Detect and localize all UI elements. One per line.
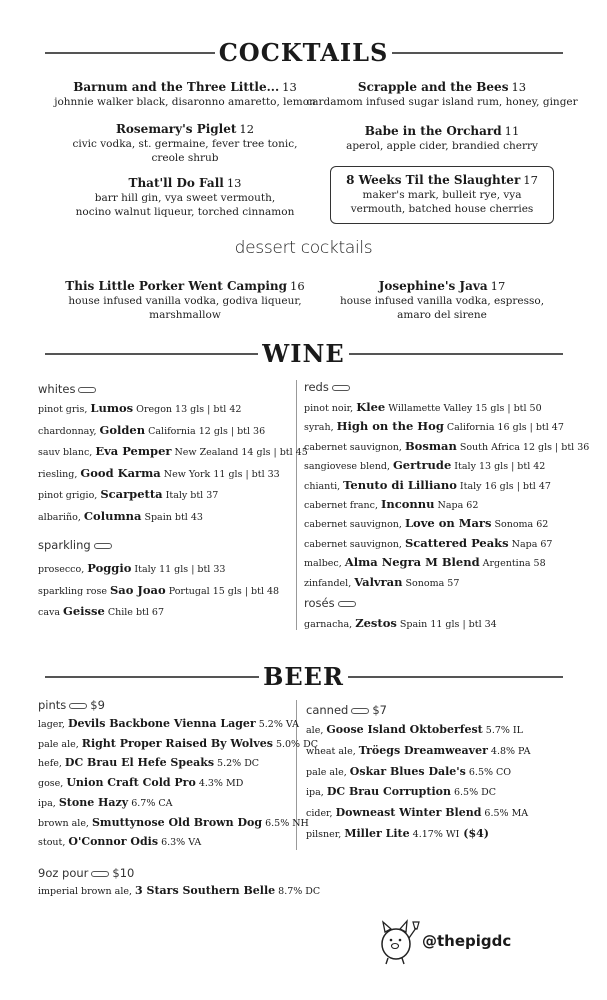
beer-detail: 5.2% VA (255, 719, 299, 730)
wine-row (304, 498, 478, 512)
beer-row (306, 765, 511, 779)
wine-name: Lumos (90, 401, 134, 415)
wine-varietal: riesling, (38, 468, 81, 480)
beer-row (306, 806, 528, 820)
cocktail-desc: marshmallow (149, 309, 221, 321)
cocktail-price: 17 (490, 279, 506, 293)
wine-row (304, 576, 459, 590)
beer-row (38, 756, 259, 770)
beer-detail: 4.3% MD (195, 778, 244, 790)
canned-label: canned $7 (306, 703, 387, 717)
cocktail-item (297, 80, 587, 109)
wine-detail: Spain btl 43 (141, 511, 203, 523)
beer-style: ipa, (38, 797, 59, 809)
wine-detail: Italy 13 gls | btl 42 (451, 461, 546, 473)
wine-name: Love on Mars (404, 516, 492, 531)
section-title: COCKTAILS (215, 38, 393, 67)
dessert-cocktail-item (297, 279, 587, 322)
social-handle: @thepigdc (422, 932, 512, 950)
reds-label: reds (304, 380, 350, 394)
beer-name: Downeast Winter Blend (335, 806, 482, 820)
beer-row (38, 737, 318, 751)
wine-row (38, 488, 218, 502)
wine-varietal: malbec, (304, 558, 345, 570)
beer-style: hefe, (38, 758, 65, 770)
cocktail-item (297, 124, 587, 153)
roses-label: rosés (304, 596, 356, 610)
dessert-cocktails-title: dessert cocktails (234, 238, 373, 258)
wine-name: Poggio (87, 561, 132, 575)
cocktail-price: 13 (282, 80, 297, 94)
wine-detail: Italy btl 37 (162, 490, 219, 501)
wine-name: Scattered Peaks (404, 535, 509, 550)
cocktail-price: 12 (239, 122, 255, 136)
beer-name: Right Proper Raised By Wolves (81, 736, 273, 750)
cocktail-name: Josephine's Java (378, 279, 488, 293)
cocktail-price: 13 (511, 80, 527, 94)
beer-row (38, 776, 243, 790)
wine-varietal: cabernet sauvignon, (304, 519, 405, 531)
wine-row (38, 467, 280, 481)
beer-name: Miller Lite (344, 827, 410, 840)
beer-detail: 6.5% CO (465, 766, 512, 778)
wine-detail: Argentina 58 (479, 558, 546, 570)
wine-name: Bosman (404, 438, 457, 453)
wine-varietal: pinot noir, (304, 403, 357, 414)
cocktail-name: 8 Weeks Til the Slaughter (346, 173, 521, 187)
beer-row (38, 816, 309, 830)
wine-name: Columna (83, 508, 142, 523)
wine-varietal: sauv blanc, (38, 447, 96, 458)
beer-row (306, 744, 530, 758)
wine-varietal: chianti, (304, 480, 344, 492)
wine-detail: Spain 11 gls | btl 34 (396, 619, 497, 630)
wine-row (38, 562, 225, 576)
cocktail-name: This Little Porker Went Camping (65, 279, 288, 293)
wine-detail: South Africa 12 gls | btl 36 (456, 441, 590, 453)
wine-name: Eva Pemper (95, 444, 172, 458)
beer-detail: 5.2% DC (214, 758, 260, 770)
section-title: WINE (258, 339, 348, 368)
wine-detail: Sonoma 57 (402, 577, 460, 589)
wine-varietal: albariño, (38, 511, 84, 523)
wine-header (0, 339, 607, 369)
wine-name: Valvran (354, 574, 403, 589)
wine-varietal: zinfandel, (304, 577, 355, 589)
beer-row (306, 827, 489, 841)
cocktail-price: 13 (226, 176, 242, 190)
cocktail-name: That'll Do Fall (128, 176, 224, 190)
wine-varietal: syrah, (304, 422, 337, 434)
wine-row (304, 479, 551, 493)
wine-varietal: sparkling rose (38, 585, 110, 597)
wine-detail: New York 11 gls | btl 33 (160, 468, 280, 480)
wine-detail: Chile btl 67 (104, 607, 164, 618)
cocktail-name: Babe in the Orchard (364, 124, 502, 138)
beer-style: lager, (38, 719, 68, 730)
beer-detail: 5.0% DC (272, 738, 318, 750)
beer-detail: 6.5% NH (262, 817, 309, 829)
beer-detail: 6.3% VA (158, 837, 202, 849)
cocktail-price: 11 (504, 124, 520, 138)
beer-name: DC Brau Corruption (326, 785, 451, 799)
wine-varietal: pinot gris, (38, 404, 91, 415)
wine-varietal: chardonnay, (38, 425, 100, 437)
wine-name: Tenuto di Lilliano (343, 477, 457, 492)
dessert-cocktail-item (40, 279, 330, 322)
wine-row (38, 445, 308, 459)
cocktail-desc: aperol, apple cider, brandied cherry (346, 140, 538, 152)
wine-row (304, 459, 545, 473)
featured-cocktail-item (297, 173, 587, 216)
cocktail-name: Rosemary's Piglet (115, 122, 237, 136)
beer-row (38, 796, 173, 810)
wine-varietal: garnacha, (304, 619, 356, 630)
cocktail-desc: nocino walnut liqueur, torched cinnamon (75, 206, 295, 218)
wine-row (304, 537, 552, 551)
wine-varietal: prosecco, (38, 564, 88, 575)
wine-detail: Napa 62 (434, 500, 479, 511)
cocktail-name: Scrapple and the Bees (357, 80, 509, 94)
wine-name: Golden (99, 422, 146, 437)
cocktail-desc: barr hill gin, vya sweet vermouth, (94, 192, 276, 204)
wine-row (304, 420, 564, 434)
cocktail-item (40, 122, 330, 165)
wine-name: Klee (356, 400, 386, 414)
cocktail-name: Barnum and the Three Little... (73, 80, 280, 94)
cocktail-item (40, 176, 330, 219)
wine-name: Good Karma (80, 465, 161, 480)
wine-name: Inconnu (381, 497, 435, 511)
wine-detail: Sonoma 62 (491, 519, 549, 531)
wine-name: Scarpetta (100, 487, 163, 501)
cocktail-desc: creole shrub (151, 152, 219, 164)
wine-varietal: cabernet sauvignon, (304, 441, 405, 453)
beer-detail: 6.5% DC (450, 787, 497, 799)
cocktail-desc: cardamom infused sugar island rum, honey, ginger (306, 96, 578, 108)
cocktail-desc: vermouth, batched house cherries (350, 203, 534, 215)
beer-style: ipa, (306, 787, 327, 799)
wine-name: Geisse (63, 604, 105, 618)
cocktail-desc: amaro del sirene (397, 309, 487, 321)
beer-extra: ($4) (459, 827, 489, 840)
beer-header (0, 662, 607, 692)
cocktail-desc: maker's mark, bulleit rye, vya (362, 189, 522, 201)
beer-style: pale ale, (38, 738, 82, 750)
beer-row (38, 835, 201, 849)
wine-varietal: pinot grigio, (38, 490, 101, 501)
cocktail-desc: civic vodka, st. germaine, fever tree tonic, (72, 138, 298, 150)
pig-mascot-icon (374, 914, 422, 966)
beer-name: Tröegs Dreamweaver (358, 743, 488, 757)
beer-style: wheat ale, (306, 745, 359, 757)
nine-oz-label: 9oz pour $10 (38, 866, 135, 880)
beer-name: O'Connor Odis (68, 835, 159, 849)
wine-name: Alma Negra M Blend (344, 555, 480, 570)
wine-varietal: sangiovese blend, (304, 461, 393, 473)
wine-detail: Italy 11 gls | btl 33 (131, 564, 226, 575)
wine-row (304, 556, 546, 570)
beer-name: Goose Island Oktoberfest (326, 723, 483, 736)
beer-row (306, 723, 523, 737)
beer-style: imperial brown ale, (38, 886, 136, 897)
wine-detail: Napa 67 (508, 538, 553, 550)
wine-row (304, 440, 589, 454)
cocktail-price: 17 (523, 173, 538, 187)
wine-row (304, 617, 497, 631)
beer-style: brown ale, (38, 817, 92, 829)
wine-detail: New Zealand 14 gls | btl 45 (171, 447, 308, 458)
wine-name: Gertrude (392, 458, 452, 473)
beer-row (38, 717, 299, 731)
column-divider (296, 380, 297, 630)
cocktail-desc: house infused vanilla vodka, espresso, (339, 295, 545, 307)
section-title: BEER (259, 662, 348, 691)
beer-style: cider, (306, 808, 336, 820)
cocktail-item (40, 80, 330, 109)
wine-detail: Oregon 13 gls | btl 42 (133, 404, 242, 415)
wine-row (38, 424, 265, 438)
wine-name: High on the Hog (336, 419, 444, 434)
beer-detail: 4.8% PA (487, 745, 531, 757)
wine-detail: Portugal 15 gls | btl 48 (165, 585, 280, 597)
wine-varietal: cabernet franc, (304, 500, 382, 511)
beer-style: gose, (38, 778, 67, 790)
wine-varietal: cabernet sauvignon, (304, 538, 405, 550)
beer-detail: 6.5% MA (481, 808, 529, 820)
beer-name: Devils Backbone Vienna Lager (67, 717, 256, 730)
cocktail-desc: house infused vanilla vodka, godiva liqueur, (68, 295, 302, 307)
wine-name: Zestos (355, 616, 397, 630)
wine-detail: Italy 16 gls | btl 47 (456, 480, 551, 492)
wine-name: Sao Joao (110, 582, 166, 597)
beer-name: Oskar Blues Dale's (349, 764, 466, 778)
cocktail-price: 16 (290, 279, 305, 293)
cocktail-desc: johnnie walker black, disaronno amaretto, lemon (54, 96, 316, 108)
beer-style: pilsner, (306, 829, 345, 840)
wine-row (304, 517, 548, 531)
wine-detail: California 12 gls | btl 36 (145, 425, 266, 437)
beer-row (306, 785, 496, 799)
wine-row (304, 401, 542, 415)
beer-style: ale, (306, 725, 327, 736)
cocktails-header (0, 38, 607, 68)
wine-row (38, 402, 241, 416)
beer-detail: 4.17% WI (409, 829, 460, 840)
wine-row (38, 584, 279, 598)
beer-name: Union Craft Cold Pro (66, 776, 196, 790)
beer-name: 3 Stars Southern Belle (135, 884, 276, 897)
beer-detail: 8.7% DC (275, 886, 321, 897)
beer-name: DC Brau El Hefe Speaks (64, 756, 215, 770)
wine-detail: California 16 gls | btl 47 (443, 422, 564, 434)
beer-style: stout, (38, 837, 69, 849)
wine-varietal: cava (38, 607, 64, 618)
wine-row (38, 605, 164, 619)
whites-label: whites (38, 382, 96, 396)
wine-row (38, 510, 203, 524)
sparkling-label: sparkling (38, 538, 112, 552)
beer-detail: 5.7% IL (482, 725, 523, 736)
beer-name: Smuttynose Old Brown Dog (91, 815, 263, 829)
beer-style: pale ale, (306, 766, 350, 778)
beer-row (38, 884, 320, 898)
wine-detail: Willamette Valley 15 gls | btl 50 (385, 403, 542, 414)
beer-name: Stone Hazy (58, 795, 129, 809)
pints-label: pints $9 (38, 698, 105, 712)
beer-detail: 6.7% CA (128, 797, 173, 809)
